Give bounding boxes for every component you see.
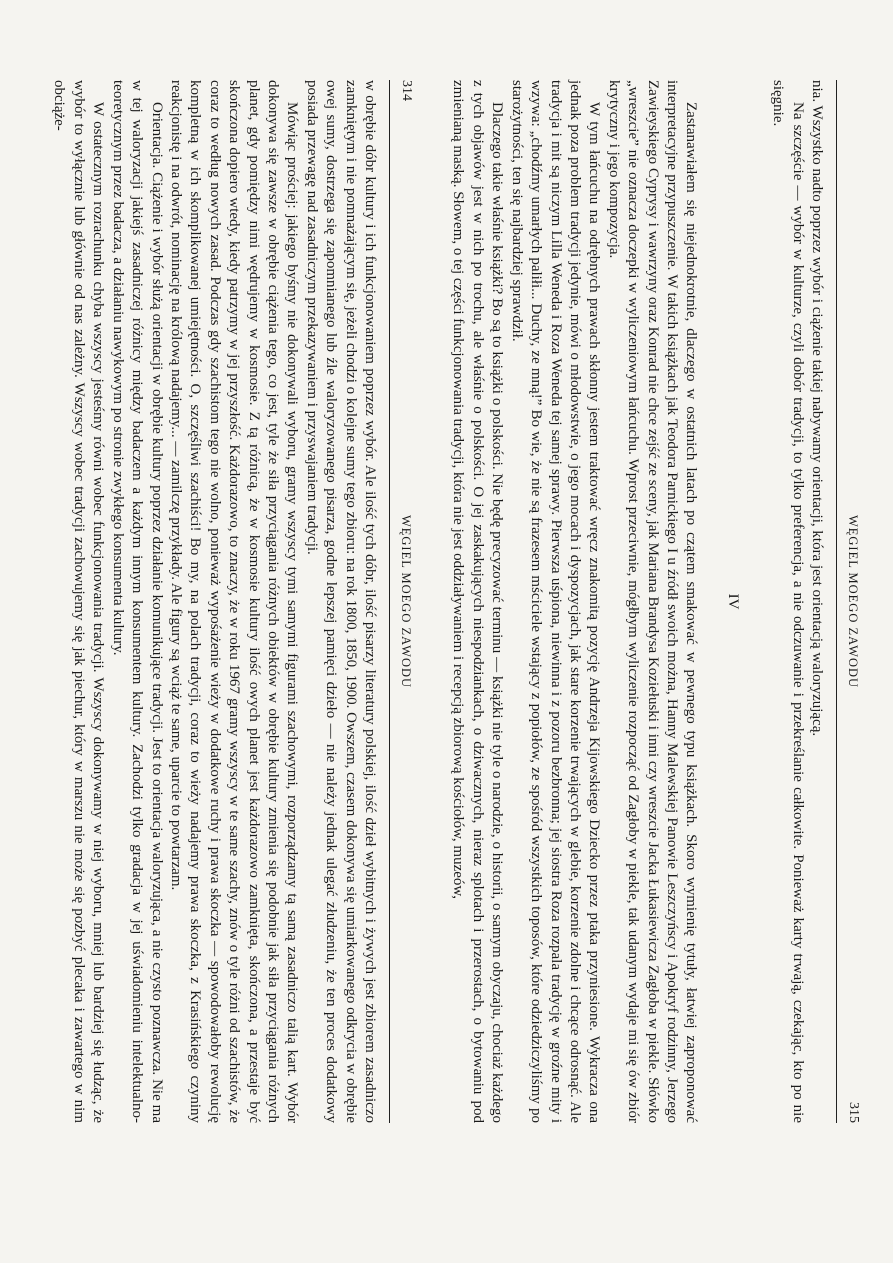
- right-page-header: [836, 80, 863, 1123]
- paragraph: W ostatecznym rozrachunku chyba wszyscy jesteśmy równi wobec funkcjonowania tradycji. Wszyscy dokonywamy w niej wyboru, mniej lub bardziej się łudząc, że wybór to wyłącznie lub głównie od nas zależny. Wszyscy wobec tradycji zachowujemy się jak piechur, który w marszu nie może się pozbyć plecaka i zawartego w nim obciąże-: [51, 80, 107, 1123]
- page-number: 315: [846, 1102, 861, 1123]
- running-head: WĘGIEL MOEGO ZAWODU: [846, 514, 860, 689]
- left-page: [0, 0, 446, 1263]
- left-page-content: [49, 80, 416, 1123]
- paragraph: nia. Wszystko nadto poprzez wybór i ciążenie takiej nabywamy orientacji, która jest orientacją waloryzującą.: [809, 80, 825, 737]
- running-head: WĘGIEL MOEGO ZAWODU: [399, 514, 413, 689]
- paragraph: Dlaczego takie właśnie książki? Bo są to książki o polskości. Nie będę precyzować terminu — książki nie tyle o narodzie, o historii, o samym obyczaju, chociaż każdego z tych objawów jest w nich po trochu, ale właśnie o polskości. O jej zaskakujących niespodziankach, o dziwacznych, nieraz splotach i przerostach, o bytowaniu pod zmienianą maską. Słowem, o tej części funkcjonowania tradycji, która nie jest oddziaływaniem i recepcją zbiorową kościołów, muzeów,: [450, 80, 506, 1123]
- right-page: [446, 0, 893, 1263]
- right-page-body: [448, 80, 826, 1123]
- paragraph: Na szczęście — wybór w kulturze, czyli dobór tradycji, to tylko preferencja, a nie odczuwanie i przekreślanie całkowite. Ponieważ karty trwają, czekając, kto po nie sięgnie.: [770, 80, 806, 1123]
- page-number: 314: [399, 80, 414, 101]
- paragraph: W tym łańcuchu na odrębnych prawach skłonny jestem traktować wręcz znakomitą pozycję Andrzeja Kijowskiego Dziecko przez ptaka przyniesione. Wykracza ona jednak poza problem tradycji jedynie, mówi o młodowstwie, o jego mocach i dyspozycjach, jak stare korzenie trwających w glebie, korzenie zdolne i chcące odrosnąć. Ale tradycja i mit są niczym Lilla Weneda i Roza Weneda tej samej sprawy. Pierwsza uśpiona, niewinna i z pozoru bezbronna; jej siostra Roza rozpala tradycję w groźne mity i wzywa: „chodźmy umarłych paliłi... Duchy, ze mną!” Bo wie, że nie są frazesem mściciele wstający z popiołów, ze spośród wszystkich toposów, które odziedziczyliśmy po starożytności, ten się najbardziej sprawdził.: [508, 80, 603, 1123]
- paragraph: Zastanawiałem się niejednokrotnie, dlaczego w ostatnich latach po czątem smakować w pewnego typu książkach. Skoro wymienię tytuły, łatwiej zaproponować interpretacyjne przypuszczenie. W takich książkach jak Teodora Parnickiego I u źródł swoich można, Hanny Malewskiej Panowie Leszczyńscy i Apokryf rodzinny, Jerzego Zawieyskiego Cyprysy i wawrzyny oraz Konrad nie chce zejść ze sceny, jak Mariana Brandysa Koziełuski i inni czy wreszcie Jacka Łukasiewicza Zagłoba w piekle. Słówko „wreszcie” nie oznacza doczepki w wyliczeniowym łańcuchu. Wprost przeciwnie, mógłbym wyliczenie rozpocząć od Zagłoby w piekle, tak udanym wydaje mi się ów zbiór krytyczny i jego kompozycja.: [605, 80, 700, 1123]
- left-page-body: [49, 80, 379, 1123]
- section-title: IV: [724, 593, 741, 610]
- right-page-content: [448, 80, 863, 1123]
- paragraph: w obrębie dóbr kultury i ich funkcjonowaniem poprzez wybór. Ale ilość tych dóbr, ilość pisarzy literatury polskiej, ilość dzieł wybitnych i żywych jest zbiorem zasadniczo zamkniętym i nie pomnażającym się, jeżeli chodzi o kolejne sumy tego zbioru: na rok 1800, 1850, 1900. Owszem, czasem dokonywa się umiarkowanego odkrycia w obrębie owej sumy, dostrzega się zapomnianego lub źle waloryzowanego pisarza, godne lepszej pamięci dzieło — nie należy jednak ulegać złudzeniu, że ten proces dodatkowy posiada przewagę nad zasadniczym przekazywaniem i przyswajaniem tradycji.: [303, 80, 378, 1123]
- left-page-header: [389, 80, 416, 1123]
- paragraph: Mówiąc prościej: jakiego byśmy nie dokonywali wyboru, gramy wszyscy tymi samymi figurami szachowymi, rozporządzamy tą samą zasadniczo talią kart. Wybór dokonywa się zawsze w obrębie ciążenia tego, co jest, tyle że siła przyciągania różnych obiektów w obrębie kultury zmienia się podobnie jak siła przyciągania różnych planet, gdy pomiędzy nimi wędrujemy w kosmosie. Z tą różnicą, że w kosmosie kultury ilość owych planet jest każdorazowo zamknięta, skończona, a przestaje być skończona dopiero wtedy, kiedy patrzymy w jej przyszłość. Każdorazowo, to znaczy, że w roku 1967 gramy wszyscy w te same szachy, znów o tyle różni od szachistów, że coraz to według nowych zasad. Podczas gdy szachistom tego nie wolno, ponieważ wypośażenie wieży w dodatkowe ruchy i prawa skoczka — spowodowałoby rewolucję kompletną w ich skomplikowanej umiejętności. O, szczęśliwi szachiści! Bo my, na polach tradycji, coraz to wieży nadajemy prawa skoczka, z Krasińskiego czyniny reakcjonistę i na odwrót, nominację na królową nadajemy... — zamilczę przykłady. Ale figury są wciąż te same, uparcie to powtarzam.: [167, 80, 301, 1123]
- paragraph: Orientacja. Ciążenie i wybór służą orientacji w obrębie kultury poprzez działanie komunikujące tradycji. Jest to orientacja waloryzująca, a nie czysto poznawcza. Nie ma w tej waloryzacji jakiejś zasadniczej różnicy między badaczem a każdym innym konsumentem kultury. Zachodzi tylko gradacja w jej uświadomieniu intelektualno-teoretycznym przez badacza, a działaniu nawykowym po stronie zwykłego konsumenta kultury.: [109, 80, 165, 1123]
